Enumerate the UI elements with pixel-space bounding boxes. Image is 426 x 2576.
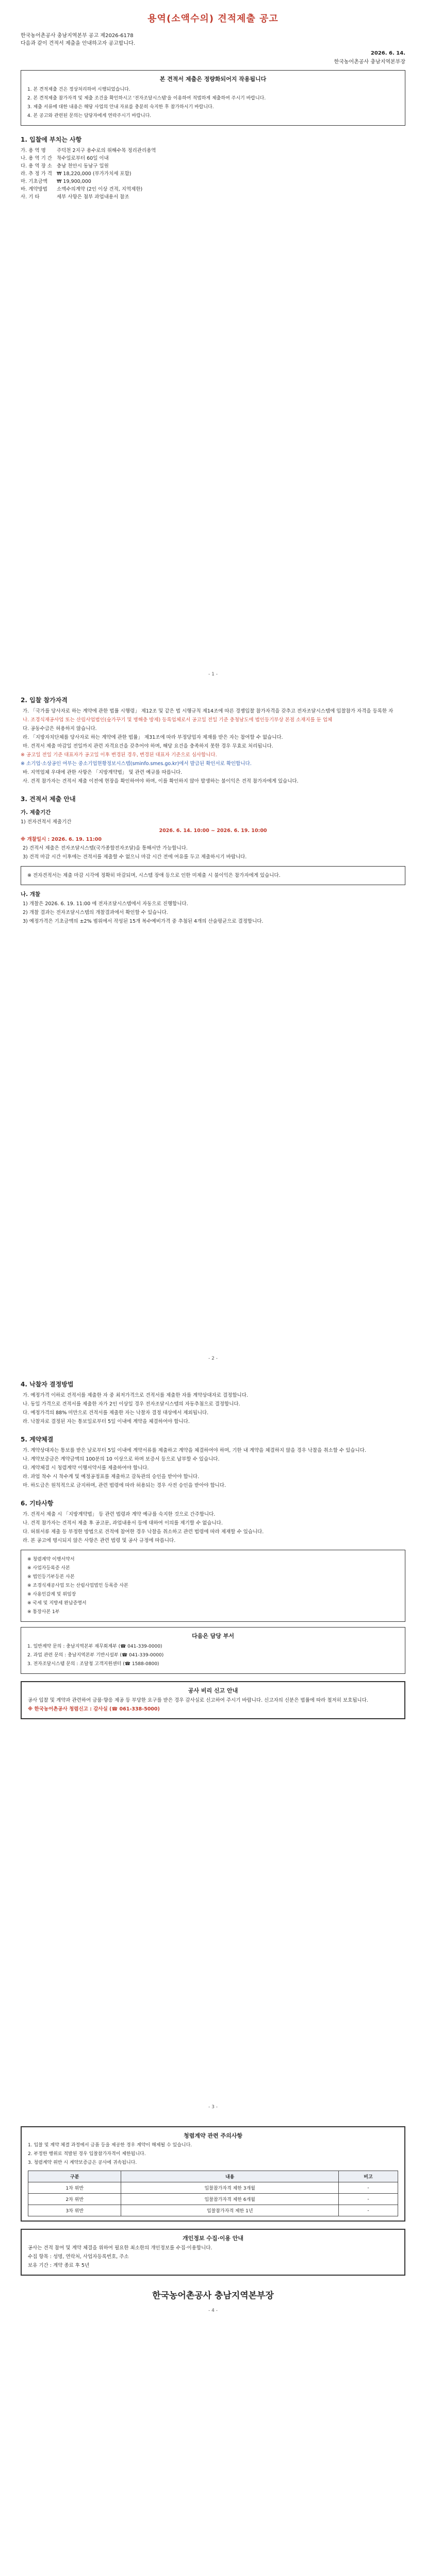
paragraph: 가. 계약상대자는 통보를 받은 날로부터 5일 이내에 계약서류를 제출하고 계약을 체결하여야 하며, 기한 내 계약을 체결하지 않을 경우 낙찰을 취소할 수 있습니다.	[23, 1448, 366, 1453]
table-cell: -	[338, 2182, 398, 2194]
paragraph: 나. 견적 참가자는 견적서 제출 후 공고문, 과업내용서 등에 대하여 이의를 제기할 수 없습니다.	[23, 1520, 223, 1526]
table-cell: 3차 위반	[28, 2205, 121, 2216]
table-header: 내용	[121, 2171, 339, 2182]
blue-note: ※ 소기업·소상공인 여부는 중소기업현황정보시스템(sminfo.smes.go.kr)에서 발급된 확인서로 확인합니다.	[21, 761, 252, 767]
paragraph: 가. 견적서 제출 시 「지방계약법」 등 관련 법령과 계약 예규를 숙지한 것으로 간주합니다.	[23, 1512, 216, 1517]
submission-period: 2026. 6. 14. 10:00 ~ 2026. 6. 19. 10:00	[159, 828, 267, 834]
kv-row: 나. 용 역 기 간 착수일로부터 60일 이내	[21, 156, 109, 161]
section-title: 1. 입찰에 부치는 사항	[21, 136, 82, 143]
page-number: - 1 -	[208, 672, 218, 677]
paragraph: 나. 계약보증금은 계약금액의 100분의 10 이상으로 하며 보증서 등으로 납부할 수 있습니다.	[23, 1456, 220, 1462]
privacy-text: 공사는 견적 참여 및 계약 체결을 위하여 필요한 최소한의 개인정보를 수집·이용합니다.	[28, 2245, 212, 2251]
paragraph: 1) 전자견적서 제출기간	[21, 819, 72, 825]
ethics-contact: ※ 한국농어촌공사 청렴신고 : 감사실 (☎ 061-338-5000)	[28, 1706, 160, 1712]
paragraph: 라. 「지방자치단체를 당사자로 하는 계약에 관한 법률」 제31조에 따라 부정당업자 제재를 받은 자는 참여할 수 없습니다.	[23, 735, 283, 740]
table-cell: 입찰참가자격 제한 3개월	[121, 2182, 339, 2194]
paragraph: 다. 공동수급은 허용하지 않습니다.	[23, 726, 97, 732]
table-cell: 입찰참가자격 제한 1년	[121, 2205, 339, 2216]
table-header-row	[28, 2171, 398, 2182]
document-item: ※ 사업자등록증 사본	[27, 1566, 70, 1571]
paragraph: 2) 개찰 결과는 전자조달시스템의 개찰결과에서 확인할 수 있습니다.	[23, 910, 168, 916]
paragraph: 다. 계약체결 시 청렴계약 이행서약서를 제출하여야 합니다.	[23, 1465, 149, 1471]
table-cell: 입찰참가자격 제한 6개월	[121, 2194, 339, 2205]
table-cell: 1차 위반	[28, 2182, 121, 2194]
opening-datetime: ※ 개찰일시 : 2026. 6. 19. 11:00	[21, 837, 102, 842]
paragraph: 가. 예정가격 이하로 견적서를 제출한 자 중 최저가격으로 견적서를 제출한 자를 계약상대자로 결정합니다.	[23, 1393, 248, 1398]
notice-title: 용역(소액수의) 견적제출 공고	[148, 13, 278, 24]
table-cell: -	[338, 2194, 398, 2205]
notice-signer: 한국농어촌공사 충남지역본부장	[334, 59, 405, 65]
paragraph: 라. 본 공고에 명시되지 않은 사항은 관련 법령 및 공사 규정에 따릅니다.	[23, 1538, 176, 1544]
table-row	[28, 2182, 398, 2194]
section-title: 5. 계약체결	[21, 1436, 54, 1443]
subsection-title: 나. 개찰	[21, 891, 41, 897]
page-1	[0, 11, 426, 665]
paragraph-highlight: 나. 조경식재공사업 또는 산림사업법인(숲가꾸기 및 병해충 방제) 등록업체로서 공고일 전일 기준 충청남도에 법인등기부상 본점 소재지를 둔 업체	[23, 717, 333, 723]
section-title: 6. 기타사항	[21, 1500, 54, 1507]
notice-box-title: 본 견적서 제출은 정량화되어지 작용됩니다	[159, 76, 267, 82]
table-row	[28, 2194, 398, 2205]
contact-box	[21, 1627, 405, 1674]
document-item: ※ 국세 및 지방세 완납증명서	[27, 1601, 87, 1606]
document-item: ※ 조경식재공사업 또는 산림사업법인 등록증 사본	[27, 1583, 128, 1588]
ethics-text: 공사 입찰 및 계약과 관련하여 금품·향응 제공 등 부당한 요구를 받은 경우 감사실로 신고하여 주시기 바랍니다. 신고자의 신분은 법률에 따라 철저히 보호됩니다.	[28, 1698, 368, 1703]
paragraph: 마. 견적서 제출 마감일 전일까지 관련 자격요건을 갖추어야 하며, 해당 요건을 충족하지 못한 경우 무효로 처리됩니다.	[23, 743, 273, 749]
page-number: - 4 -	[208, 2308, 218, 2313]
document-item: ※ 사용인감계 및 위임장	[27, 1592, 76, 1597]
paragraph: 3) 예정가격은 기초금액의 ±2% 범위에서 작성된 15개 복수예비가격 중 추첨된 4개의 산술평균으로 결정합니다.	[23, 919, 264, 924]
document-item: ※ 청렴계약 이행서약서	[27, 1557, 75, 1562]
integrity-box	[21, 2126, 405, 2222]
paragraph: 다. 예정가격의 88% 미만으로 견적서를 제출한 자는 낙찰자 결정 대상에서 제외됩니다.	[23, 1410, 209, 1416]
privacy-box	[21, 2229, 405, 2276]
table-cell: -	[338, 2205, 398, 2216]
paragraph: 라. 낙찰자로 결정된 자는 통보일로부터 5일 이내에 계약을 체결하여야 합니다.	[23, 1419, 190, 1425]
section-title: 4. 낙찰자 결정방법	[21, 1381, 74, 1388]
warning-text: ※ 전자견적서는 제출 마감 시각에 정확히 마감되며, 시스템 장애 등으로 인한 미제출 시 불이익은 참가자에게 있습니다.	[27, 873, 281, 878]
document-page	[0, 11, 426, 2323]
page-space	[21, 926, 405, 1349]
page-3	[0, 1380, 426, 2097]
ethics-header: 공사 비리 신고 안내	[188, 1687, 238, 1694]
page-number: - 2 -	[208, 1356, 218, 1361]
subsection-title: 가. 제출기간	[21, 809, 51, 816]
warning-box	[21, 866, 405, 885]
paragraph: 라. 과업 착수 시 착수계 및 예정공정표를 제출하고 감독관의 승인을 받아야 합니다.	[23, 1474, 200, 1480]
page-break	[0, 1349, 426, 1370]
integrity-item: 2. 부정한 행위로 적발된 경우 입찰참가자격이 제한됩니다.	[28, 2151, 146, 2157]
kv-row: 다. 용 역 장 소 충남 천안시 동남구 일원	[21, 163, 109, 169]
page-break	[0, 2097, 426, 2119]
kv-row: 사. 기 타 세부 사항은 첨부 과업내용서 참조	[21, 194, 129, 200]
kv-row: 바. 계약방법 소액수의계약 (2인 이상 견적, 지역제한)	[21, 187, 143, 192]
paragraph: 가. 「국가를 당사자로 하는 계약에 관한 법률 시행령」 제12조 및 같은 법 시행규칙 제14조에 따른 경쟁입찰 참가자격을 갖추고 전자조달시스템에 입찰참가 자격을 등록한 자	[23, 708, 394, 714]
kv-row: 가. 용 역 명 주덕천 2지구 용수로의 위해수목 정리관리용역	[21, 148, 156, 154]
documents-box	[21, 1550, 405, 1622]
paragraph: 3) 견적 마감 시간 이후에는 견적서를 제출할 수 없으니 마감 시간 전에 여유를 두고 제출하시기 바랍니다.	[23, 854, 247, 860]
notice-item: 1. 본 견적제출 건은 정상처리하여 시행되었습니다.	[27, 87, 130, 92]
notice-item: 3. 제출 서류에 대한 내용은 해당 사업의 안내 자료를 충분히 숙지한 후 참가하시기 바랍니다.	[27, 105, 214, 110]
lead-notice-number: 한국농어촌공사 충남지역본부 공고 제2026-6178	[21, 33, 134, 39]
contact-item: 2. 과업 관련 문의 : 충남지역본부 기반시설부 (☎ 041-339-0000)	[27, 1653, 164, 1658]
notice-item: 2. 본 견적제출 참가자격 및 제출 조건을 확인하시고 '전자조달시스템'을 이용하여 적법하게 제출하여 주시기 바랍니다.	[27, 96, 266, 101]
sanction-table	[28, 2171, 398, 2216]
paragraph: 나. 동일 가격으로 견적서를 제출한 자가 2인 이상일 경우 전자조달시스템의 자동추첨으로 결정합니다.	[23, 1401, 240, 1407]
privacy-text: 수집 항목 : 성명, 연락처, 사업자등록번호, 주소	[28, 2254, 129, 2260]
kv-row: 라. 추 정 가 격 ₩ 18,220,000 (부가가치세 포함)	[21, 171, 132, 177]
page-break	[0, 665, 426, 686]
privacy-text: 보유 기간 : 계약 종료 후 5년	[28, 2263, 90, 2268]
document-item: ※ 통장사본 1부	[27, 1609, 60, 1615]
paragraph: 다. 허위서류 제출 등 부정한 방법으로 견적에 참여한 경우 낙찰을 취소하고 관련 법령에 따라 제재할 수 있습니다.	[23, 1529, 264, 1535]
notice-item: 4. 본 공고와 관련된 문의는 담당자에게 연락주시기 바랍니다.	[27, 113, 152, 118]
paragraph: 바. 지역업체 우대에 관한 사항은 「지방계약법」 및 관련 예규를 따릅니다.	[23, 770, 183, 775]
highlight-note: ※ 공고일 전일 기준 대표자가 공고일 이후 변경된 경우, 변경된 대표자 기준으로 심사합니다.	[21, 752, 217, 758]
page-2	[0, 696, 426, 1349]
footer-organization: 한국농어촌공사 충남지역본부장	[152, 2291, 274, 2301]
contact-title: 다음은 담당 부서	[191, 1633, 235, 1639]
page-number: - 3 -	[208, 2105, 218, 2110]
integrity-header: 청렴계약 관련 주의사항	[184, 2132, 242, 2139]
table-header: 비고	[338, 2171, 398, 2182]
table-header: 구분	[28, 2171, 121, 2182]
table-cell: 2차 위반	[28, 2194, 121, 2205]
notice-box	[21, 70, 405, 126]
table-row	[28, 2205, 398, 2216]
document-item: ※ 법인등기부등본 사본	[27, 1574, 75, 1580]
integrity-item: 3. 청렴계약 위반 시 계약보증금은 공사에 귀속됩니다.	[28, 2160, 137, 2165]
integrity-item: 1. 입찰 및 계약 체결 과정에서 금품 등을 제공한 경우 계약이 해제될 수 있습니다.	[28, 2143, 192, 2148]
paragraph: 사. 견적 참가자는 견적서 제출 이전에 현장을 확인하여야 하며, 이를 확인하지 않아 발생하는 불이익은 견적 참가자에게 있습니다.	[23, 778, 299, 784]
page-space	[21, 201, 405, 665]
page-4	[0, 2126, 426, 2323]
paragraph: 마. 하도급은 원칙적으로 금지하며, 관련 법령에 따라 허용되는 경우 사전 승인을 받아야 합니다.	[23, 1483, 226, 1488]
contact-item: 1. 일반계약 문의 : 충남지역본부 재무회계부 (☎ 041-339-0000)	[27, 1644, 162, 1649]
section-title: 2. 입찰 참가자격	[21, 697, 68, 704]
notice-date: 2026. 6. 14.	[370, 50, 405, 56]
paragraph: 2) 견적서 제출은 전자조달시스템(국가종합전자조달)을 통해서만 가능합니다.	[23, 845, 188, 851]
ethics-box	[21, 1681, 405, 1719]
kv-row: 마. 기초금액 ₩ 19,900,000	[21, 179, 91, 184]
section-title: 3. 견적서 제출 안내	[21, 795, 76, 803]
page-space	[21, 1726, 405, 2097]
page-break	[21, 2301, 405, 2323]
privacy-header: 개인정보 수집·이용 안내	[182, 2235, 244, 2242]
lead-intro: 다음과 같이 견적서 제출을 안내하고자 공고합니다.	[21, 41, 135, 46]
contact-item: 3. 전자조달시스템 문의 : 조달청 고객지원센터 (☎ 1588-0800)	[27, 1662, 159, 1667]
paragraph: 1) 개찰은 2026. 6. 19. 11:00 에 전자조달시스템에서 자동으로 진행합니다.	[23, 901, 188, 907]
